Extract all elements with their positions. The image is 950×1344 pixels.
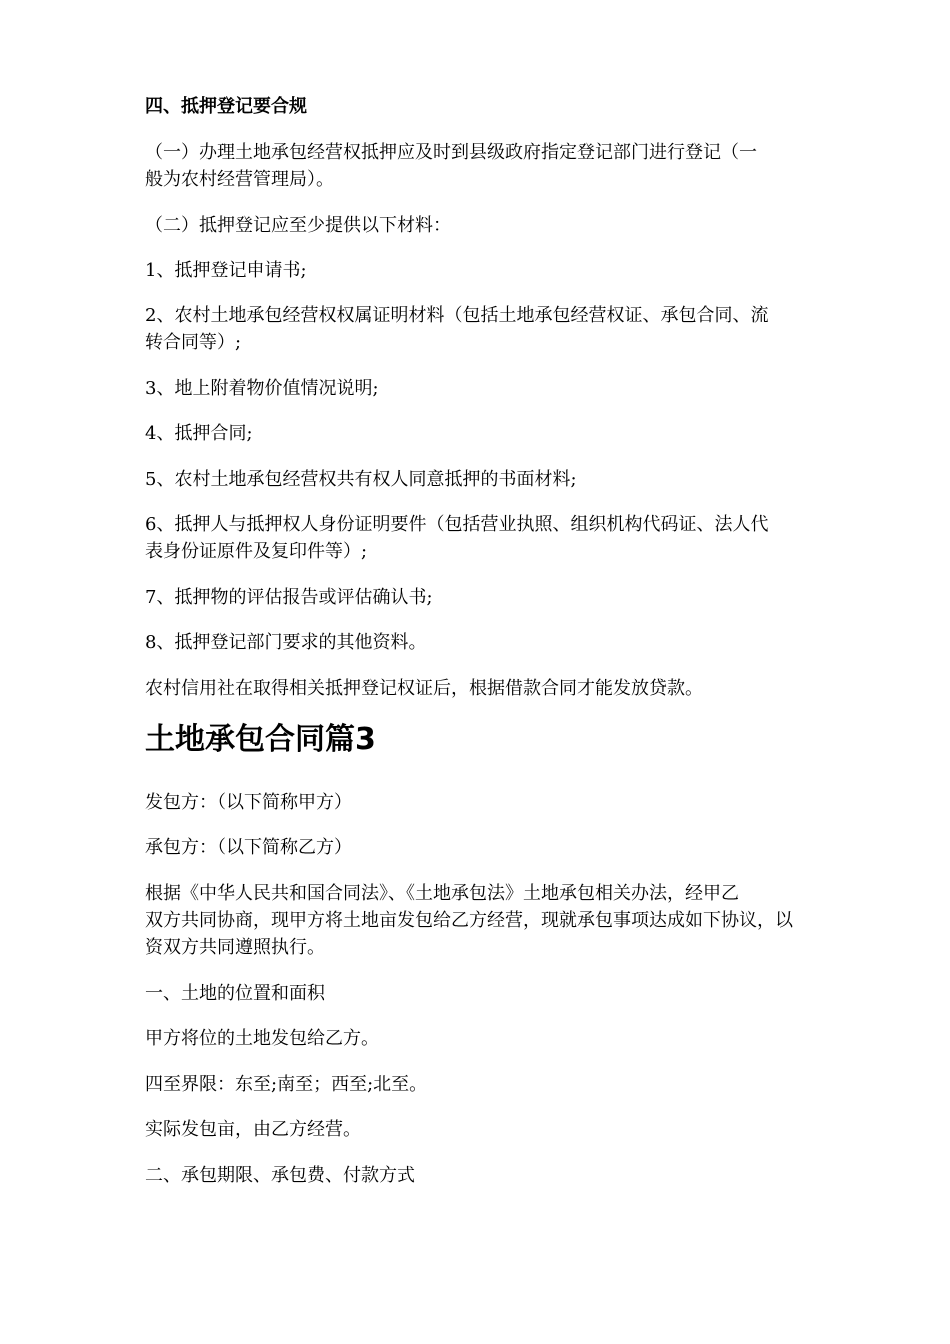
contract-title: 土地承包合同篇3 [145, 722, 376, 757]
section-1-paragraph-1: 甲方将位的土地发包给乙方。 [145, 1028, 379, 1049]
list-item-6-line1: 6、抵押人与抵押权人身份证明要件（包括营业执照、组织机构代码证、法人代 [145, 514, 769, 535]
list-item-3: 3、地上附着物价值情况说明; [145, 378, 379, 399]
section-1-paragraph-3: 实际发包亩，由乙方经营。 [145, 1119, 361, 1140]
list-item-5: 5、农村土地承包经营权共有权人同意抵押的书面材料; [145, 469, 577, 490]
contract-intro-line2: 双方共同协商，现甲方将土地亩发包给乙方经营，现就承包事项达成如下协议，以 [145, 910, 793, 931]
section-heading: 四、抵押登记要合规 [145, 96, 307, 117]
list-item-4: 4、抵押合同; [145, 423, 253, 444]
paragraph-materials-intro: （二）抵押登记应至少提供以下材料： [145, 215, 451, 236]
list-item-8: 8、抵押登记部门要求的其他资料。 [145, 632, 427, 653]
section-1-paragraph-2: 四至界限：东至;南至；西至;北至。 [145, 1074, 428, 1095]
list-item-6-line2: 表身份证原件及复印件等）; [145, 541, 368, 562]
party-a: 发包方：（以下简称甲方） [145, 792, 352, 813]
section-1-title: 一、土地的位置和面积 [145, 983, 325, 1004]
list-item-2-line2: 转合同等）; [145, 332, 242, 353]
paragraph-registration-line1: （一）办理土地承包经营权抵押应及时到县级政府指定登记部门进行登记（一 [145, 142, 757, 163]
list-item-2-line1: 2、农村土地承包经营权权属证明材料（包括土地承包经营权证、承包合同、流 [145, 305, 769, 326]
paragraph-registration-line2: 般为农村经营管理局）。 [145, 169, 334, 190]
section-2-title: 二、承包期限、承包费、付款方式 [145, 1165, 415, 1186]
party-b: 承包方：（以下简称乙方） [145, 837, 352, 858]
closing-paragraph: 农村信用社在取得相关抵押登记权证后，根据借款合同才能发放贷款。 [145, 678, 703, 699]
list-item-7: 7、抵押物的评估报告或评估确认书; [145, 587, 433, 608]
contract-intro-line3: 资双方共同遵照执行。 [145, 937, 325, 958]
list-item-1: 1、抵押登记申请书; [145, 260, 307, 281]
contract-intro-line1: 根据《中华人民共和国合同法》、《土地承包法》土地承包相关办法，经甲乙 [145, 883, 739, 904]
